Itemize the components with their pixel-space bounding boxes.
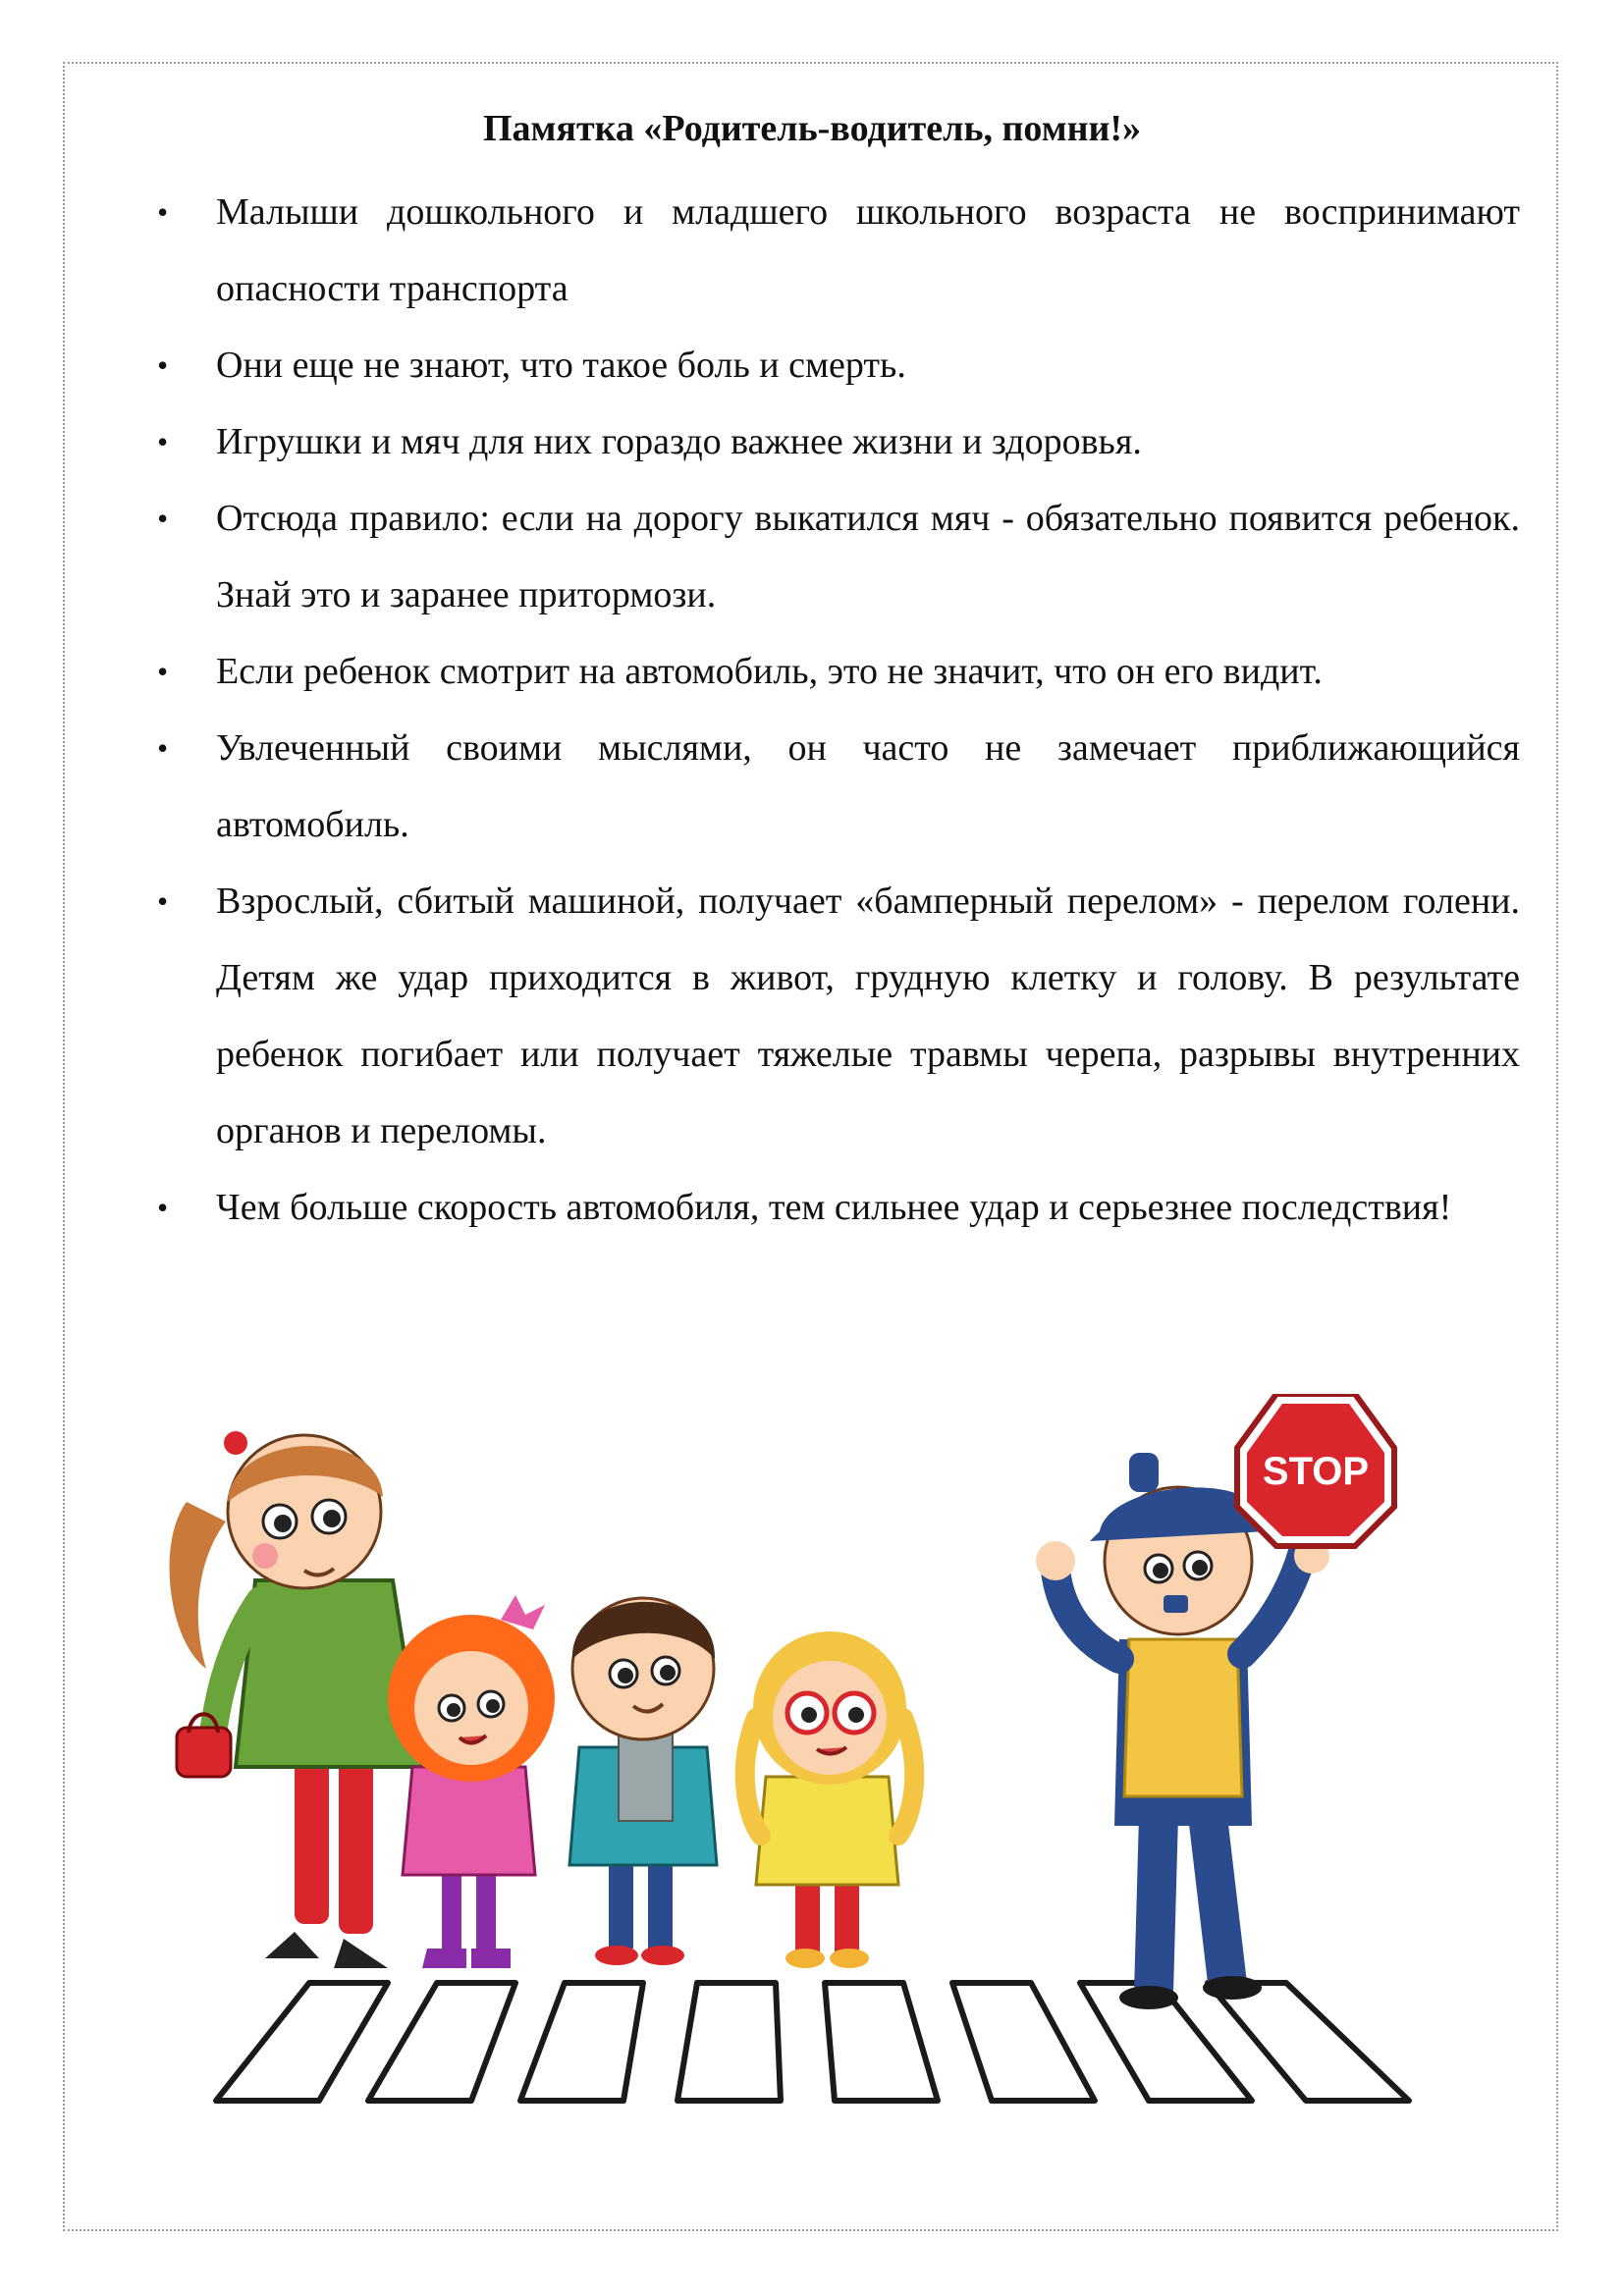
bullet-icon: • — [157, 730, 169, 766]
list-item — [137, 710, 1520, 863]
list-item-text: Взрослый, сбитый машиной, получает «бамперный перелом» - перелом голени. Детям же удар приходится в живот, грудную клетку и голову. В результате ребенок погибает или получает тяжелые травмы черепа, разрывы внутренних органов и переломы. — [216, 881, 1520, 1151]
list-item-text: Если ребенок смотрит на автомобиль, это не значит, что он его видит. — [216, 651, 1323, 692]
list-item-text: Малыши дошкольного и младшего школьного возраста не воспринимают опасности транспорта — [216, 191, 1520, 309]
page-title: Памятка «Родитель-водитель, помни!» — [482, 108, 1142, 149]
list-item — [137, 1169, 1520, 1246]
list-item — [137, 174, 1520, 327]
list-item — [137, 403, 1520, 480]
bullet-icon: • — [157, 1190, 169, 1225]
boy-icon — [569, 1598, 717, 1965]
list-item — [137, 480, 1520, 633]
bullet-icon: • — [157, 883, 169, 919]
crosswalk-illustration — [147, 1394, 1522, 2130]
bullet-icon: • — [157, 654, 169, 689]
list-item-text: Игрушки и мяч для них гораздо важнее жизни и здоровья. — [216, 421, 1142, 462]
list-item-text: Они еще не знают, что такое боль и смерть. — [216, 345, 906, 386]
mother-icon — [170, 1431, 422, 1968]
bullet-icon: • — [157, 501, 169, 536]
stop-sign-icon — [1237, 1394, 1394, 1546]
list-item — [137, 327, 1520, 403]
list-item-text: Чем больше скорость автомобиля, тем сильнее удар и серьезнее последствия! — [216, 1187, 1452, 1228]
girl-redhead-icon — [388, 1595, 555, 1968]
list-item — [137, 633, 1520, 710]
bullet-icon: • — [157, 424, 169, 459]
tips-list — [137, 174, 1520, 1246]
stop-sign-label: STOP — [1262, 1450, 1370, 1493]
bullet-icon: • — [157, 347, 169, 383]
bullet-icon: • — [157, 194, 169, 230]
list-item-text: Увлеченный своими мыслями, он часто не замечает приближающийся автомобиль. — [216, 727, 1520, 845]
girl-glasses-icon — [745, 1631, 914, 1968]
list-item-text: Отсюда правило: если на дорогу выкатился мяч - обязательно появится ребенок. Знай это и заранее притормози. — [216, 498, 1520, 615]
list-item — [137, 863, 1520, 1169]
crosswalk-icon — [216, 1983, 1409, 2101]
